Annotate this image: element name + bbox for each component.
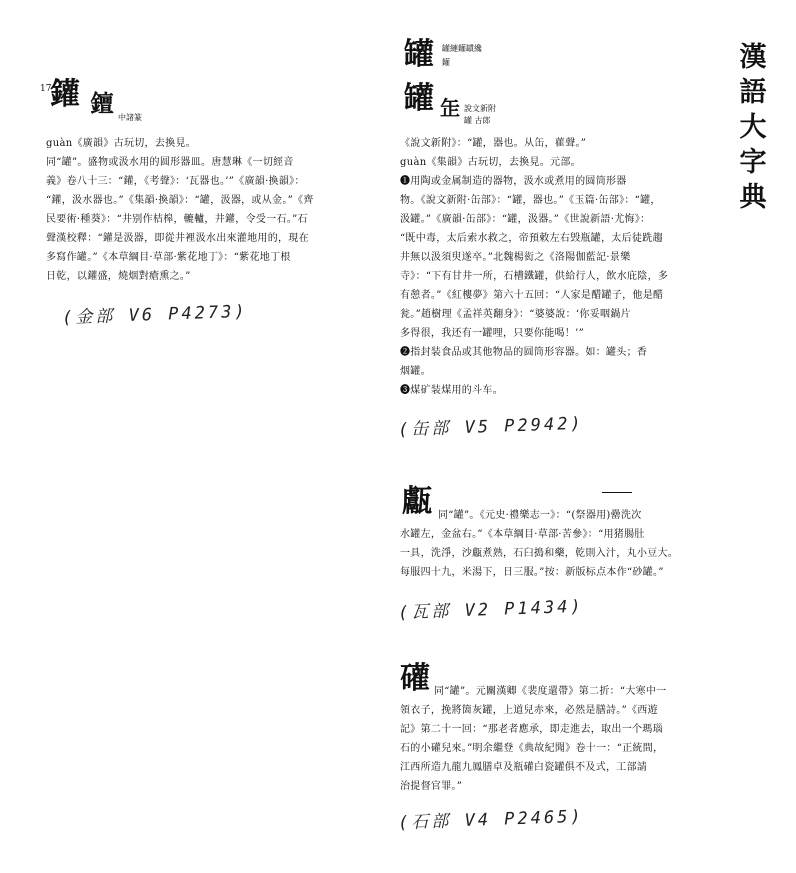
definition-line: ❶用陶或金属制造的器物，汲水或煮用的圆筒形器 [400,176,627,187]
definition-line: 日乾，以鑵盛，燒烟對瘡熏之。” [46,271,191,282]
definition-line: 聲漢校釋：“鑵是汲器，即從井裡汲水出來灌地用的，現在 [46,233,309,244]
definition-line: 記》第二十一回：“那老者應承，即走進去，取出一个瑪瑙 [400,724,663,735]
definition-line: 領衣子，挽將箇灰罐，上道兒赤來，必然是膳詩。”《西遊 [400,705,658,716]
definition-line: 每服四十九，米湯下，日三服。”按：新版标点本作“砂罐。” [400,567,664,578]
head-character: 甗 [402,484,432,519]
page-number: 17 [40,84,52,94]
variant-forms: 罐縺鑵罆纔 [442,44,482,53]
definition-line: 義》卷八十三：“鑵，《考聲》：‘瓦器也。’”《廣韻·換韻》： [46,176,305,187]
definition-line: 井無以汲須臾遂卒。”北魏楊衒之《洛陽伽藍記·景樂 [400,252,631,263]
definition-line: 水罐左，金盆右。”《本草綱目·草部·苦參》：“用猪腸肚 [400,529,645,540]
dictionary-title [738,40,768,215]
definition-line: 江西所造九龍九鳳膳卓及瓶礶白瓷罐俱不及式，工部請 [400,762,648,773]
divider-line [602,492,632,493]
title-char: 字 [739,147,767,178]
definition-line: 同“罐”。元關漢卿《裴度還帶》第二折：“大寒中一 [434,686,667,697]
definition-line: 同“罐”。盛物或汲水用的圆形器皿。唐慧琳《一切經音 [46,157,294,168]
head-character: 罐 [404,37,434,72]
source-note: 罐 古郎 [464,116,491,125]
handwritten-reference: (瓦部 V2 P1434) [397,596,584,624]
definition-line: 民要術·種葵》：“井别作桔槔，轆轤，井鑵，令受一石。”石 [46,214,308,225]
definition-line: 石的小礶兒來。”明余繼登《典故紀聞》卷十一：“正統間， [400,743,664,754]
definition-line: ❷指封装食品或其他物品的圆筒形容器。如：罐头；香 [400,347,648,358]
source-note: 說文新附 [464,104,496,113]
head-character: 礶 [400,661,430,696]
seal-character: 𦈢 [440,96,460,120]
definition-line: 《說文新附》：“罐，器也。从缶，雚聲。” [400,138,587,149]
definition-line: guàn《廣韻》古玩切，去換見。 [46,138,197,149]
definition-line: 物。《說文新附·缶部》：“罐，器也。”《玉篇·缶部》：“罐， [400,195,661,206]
definition-line: 有憩者。”《紅樓夢》第六十五回：“人家是醋罐子，他是醋 [400,290,664,301]
title-char: 語 [739,77,767,108]
title-char: 大 [739,112,767,143]
definition-line: 多寫作罐。”《本草綱目·草部·紫花地丁》：“紫花地丁根 [46,252,291,263]
seal-note: 中諸篆 [118,113,142,122]
head-character: 鑵 [50,77,80,112]
seal-character: 𨭖 [90,89,114,118]
handwritten-reference: (金部 V6 P4273) [61,301,248,329]
definition-line: 一具，洗淨，沙甗煮熟，石臼搗和藥，乾則入汁，丸小豆大。 [400,548,679,559]
variant-forms: 鑵 [442,58,450,67]
definition-line: 寺》：“下有甘井一所，石槽鐵罐，供給行人，飲水庇陰，多 [400,271,669,282]
handwritten-reference: (石部 V4 P2465) [397,806,584,834]
definition-line: “鑵，汲水器也。”《集韻·換韻》：“罐，汲器，或从金。”《齊 [46,195,314,206]
definition-line: guàn《集韻》古玩切，去換見。元部。 [400,157,581,168]
definition-line: 同“罐”。《元史·禮樂志一》：“(祭器用)罍洗次 [438,510,642,521]
definition-line: 多得很，我还有一罐哩，只要你能喝！’” [400,328,584,339]
definition-line: ❸煤矿装煤用的斗车。 [400,385,503,396]
handwritten-reference: (缶部 V5 P2942) [397,413,584,441]
definition-line: 瓮。”趙樹理《孟祥英翻身》：“婆婆說：‘你妥咽鍋片 [400,309,631,320]
definition-line: 烟罐。 [400,366,431,377]
title-char: 漢 [739,42,767,73]
definition-line: “既中毒，太后索水救之，帝預敕左右毁瓶罐，太后徒跣趨 [400,233,663,244]
title-char: 典 [739,182,767,213]
head-character: 罐 [404,81,434,116]
definition-line: 汲罐。”《廣韻·缶部》：“罐，汲器。”《世說新語·尤悔》： [400,214,651,225]
definition-line: 治提督官罪。” [400,781,463,792]
